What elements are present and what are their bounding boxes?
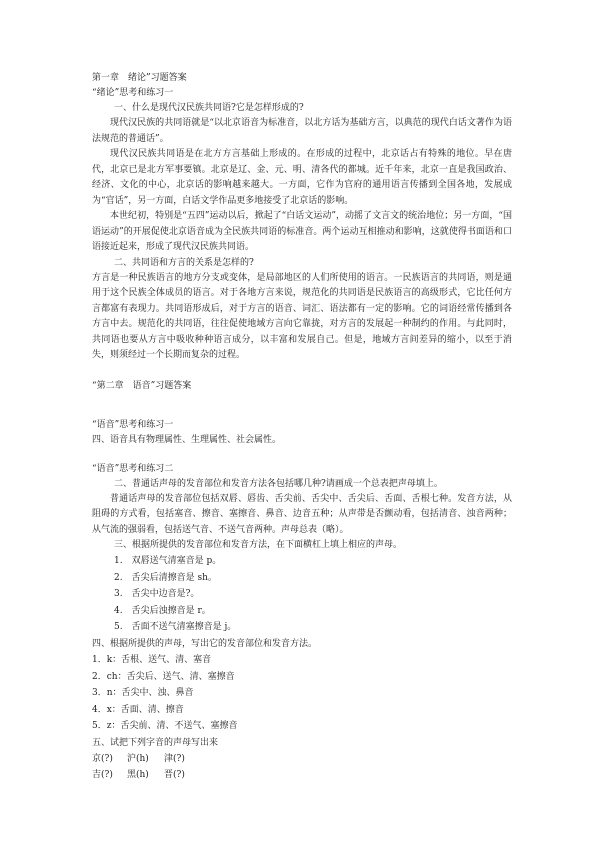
char-cell: 黑(h) xyxy=(127,770,149,780)
chapter-1-section: “绪论”思考和练习一 xyxy=(92,88,174,98)
question-2: 二、共同语和方言的关系是怎样的? xyxy=(114,257,254,268)
question-4: 四、根据所提供的声母，写出它的发音部位和发音方法。 xyxy=(92,638,318,649)
fill-item: 1. 双唇送气清塞音是 p。 xyxy=(114,556,222,566)
char-row-1 xyxy=(92,751,512,767)
paragraph-5: 普通话声母的发音部位包括双唇、唇齿、舌尖前、舌尖中、舌尖后、舌面、舌根七种。发音方法，从阻碍的方式看，包括塞音、擦音、塞擦音、鼻音、边音五种；从声带是否颤动看，包括清音、浊音两种；从气流的强弱看，包括送气音、不送气音两种。声母总表（略）。 xyxy=(92,493,512,535)
paragraph-4: 方言是一种民族语言的地方分支或变体，是局部地区的人们所使用的语言。一民族语言的共同语，则是通用于这个民族全体成员的语言。对于各地方言来说，规范化的共同语是民族语言的高级形式，它比任何方言都富有表现力。共同语形成后，对于方言的语音、词汇、语法都有一定的影响。它的词语经常传播到各方言中去。规范化的共同语，往往促使地域方言向它靠拢，对方言的发展起一种制约的作用。与此同时，共同语也要从方言中吸收种种语言成分，以丰富和发展自己。但是，地域方言间差异的缩小，以至于消失，则须经过一个长期而复杂的过程。 xyxy=(92,272,512,360)
answer-item: 2．ch：舌尖后、送气、清、塞擦音 xyxy=(92,671,235,682)
char-cell: 沪(h) xyxy=(127,754,149,764)
paragraph-3: 本世纪初，特别是“五四”运动以后，掀起了“白话文运动”，动摇了文言文的统治地位；另一方面，“国语运动”的开展促使北京语音成为全民族共同语的标准音。两个运动互相推动和影响，这就使得书面语和口语接近起来，形成了现代汉民族共同语。 xyxy=(92,211,512,252)
char-cell: 晋(?) xyxy=(164,770,185,780)
document-page xyxy=(92,71,512,783)
chapter-2-section-1: “语音”思考和练习一 xyxy=(92,419,174,430)
fill-item: 5. 舌面不送气清塞擦音是 j。 xyxy=(114,622,237,632)
paragraph-1: 现代汉民族的共同语就是“以北京语音为标准音，以北方话为基础方言，以典范的现代白话文著作为语法规范的普通话”。 xyxy=(92,118,512,144)
chapter-2-section-2: “语音”思考和练习二 xyxy=(92,463,174,474)
char-cell: 吉(?) xyxy=(92,770,113,780)
fill-item: 2. 舌尖后清擦音是 sh。 xyxy=(114,572,217,583)
answer-4: 四、语音具有物理属性、生理属性、社会属性。 xyxy=(92,434,282,445)
question-2b: 二、普通话声母的发音部位和发音方法各包括哪几种?请画成一个总表把声母填上。 xyxy=(114,478,443,489)
chapter-2-title: “第二章 语音”习题答案 xyxy=(92,380,192,391)
char-cell: 京(?) xyxy=(92,754,113,764)
paragraph-2: 现代汉民族共同语是在北方方言基础上形成的。在形成的过程中，北京话占有特殊的地位。早在唐代，北京已是北方军事要镇。北京是辽、金、元、明、清各代的都城。近千年来，北京一直是我国政治、经济、文化的中心，北京话的影响越来越大。一方面，它作为官府的通用语言传播到全国各地，发展成为“官话”，另一方面，白话文学作品更多地接受了北京话的影响。 xyxy=(92,149,512,206)
question-3: 三、根据所提供的发音部位和发音方法，在下面横杠上填上相应的声母。 xyxy=(114,540,403,550)
chapter-1-title: 第一章 绪论”习题答案 xyxy=(92,73,187,83)
answer-item: 1．k：舌根、送气、清、塞音 xyxy=(92,655,212,665)
fill-item: 3. 舌尖中边音是?。 xyxy=(114,589,200,599)
answer-item: 3．n：舌尖中、浊、鼻音 xyxy=(92,688,194,698)
question-1: 一、什么是现代汉民族共同语?它是怎样形成的? xyxy=(114,103,304,113)
answer-item: 5．z：舌尖前、清、不送气、塞擦音 xyxy=(92,721,238,731)
answer-item: 4．x：舌面、清、擦音 xyxy=(92,704,184,715)
char-cell: 津(?) xyxy=(164,754,185,764)
char-row-2 xyxy=(92,767,512,783)
question-5: 五、试把下列字音的声母写出来 xyxy=(92,737,219,748)
fill-item: 4. 舌尖后浊擦音是 r。 xyxy=(114,605,211,616)
